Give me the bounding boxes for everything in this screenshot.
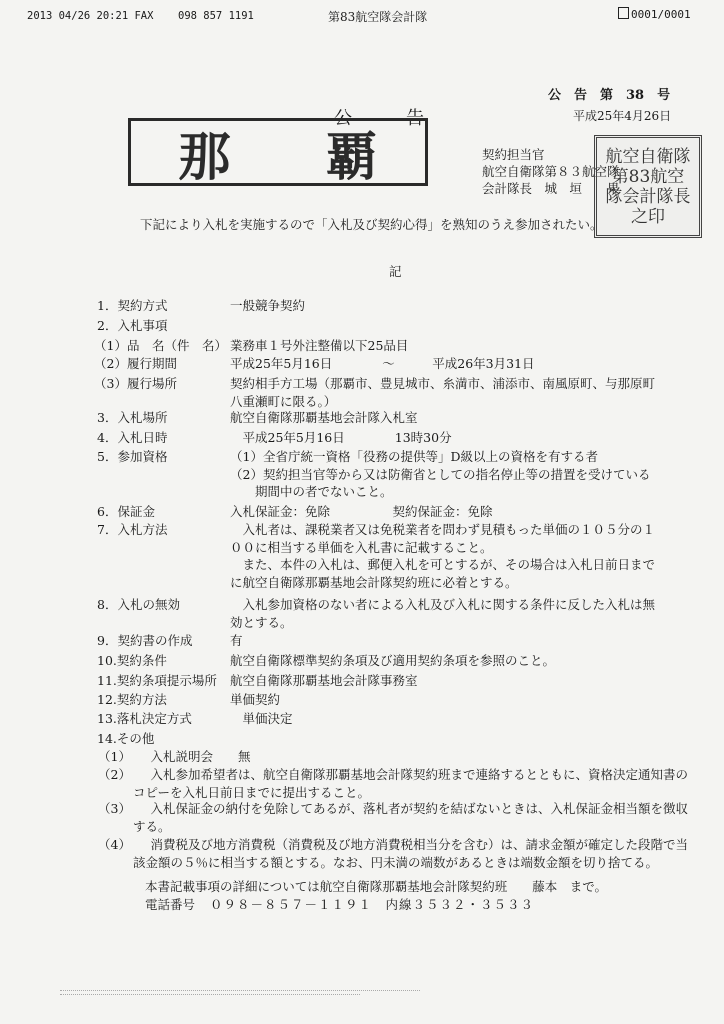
seal-line: 隊会計隊長 [605,186,691,207]
item-label: 14.その他 [97,731,155,746]
item-value: 航空自衛隊標準契約条項及び適用契約条項を参照のこと。 [230,653,556,668]
other-text: する。 [133,818,171,834]
item-value: また、本件の入札は、郵便入札を可とするが、その場合は入札日前日まで [230,557,656,572]
item-value: に航空自衛隊那覇基地会計隊契約班に必着とする。 [230,574,518,590]
item-label: 8．入札の無効 [97,597,180,612]
official-seal [594,135,702,238]
item-label: 9．契約書の作成 [97,633,193,648]
scan-line [60,994,360,995]
item-value: 平成25年5月16日 13時30分 [230,430,452,445]
notice-title: 公 告 [334,108,430,129]
item-value: 期間中の者でないこと。 [230,484,393,499]
officer-name: 会計隊長 城 垣 果 [482,181,620,196]
item-value: ００に相当する単価を入札書に記載すること。 [230,539,493,555]
other-text: 入札参加希望者は、航空自衛隊那覇基地会計隊契約班まで連絡するとともに、資格決定通知書の [138,767,689,782]
phone-number: ０９８－８５７－１１９１ 内線３５３２・３５３３ [210,897,535,912]
other-text: 消費税及び地方消費税（消費税及び地方消費税相当分を含む）は、請求金額が確定した段階で当 [138,837,689,852]
other-number: （4） [98,837,131,852]
item-value: 一般競争契約 [230,298,306,313]
fax-page-icon [618,7,629,19]
other-number: （3） [98,801,131,816]
item-label: 3．入札場所 [97,410,168,425]
item-value: 単価決定 [230,711,293,726]
item-value: （2）契約担当官等から又は防衛省としての指名停止等の措置を受けている [230,466,651,482]
other-text: コピーを入札日前日までに提出すること。 [133,784,371,800]
officer-title: 契約担当官 [482,147,545,162]
scan-line [60,990,420,991]
fax-page [618,7,691,21]
ki-heading: 記 [389,264,402,279]
item-label: 1．契約方式 [97,298,168,313]
other-text: 該金額の５％に相当する額とする。なお、円未満の端数があるときは端数金額を切り捨てる。 [133,854,659,870]
officer-org: 航空自衛隊第８３航空隊 [482,164,620,179]
other-number: （2） [98,767,131,782]
item-label: （3）履行場所 [94,376,177,391]
intro-text: 下記により入札を実施するので「入札及び契約心得」を熟知のうえ参加されたい。 [140,217,603,232]
item-value: 業務車１号外注整備以下25品目 [230,338,409,353]
other-text: 入札保証金の納付を免除してあるが、落札者が契約を結ばないときは、入札保証金相当額を徴収 [138,801,689,816]
fax-page-number: 0001/0001 [631,8,691,21]
other-number: （1） [98,749,131,764]
fax-datetime: 2013 04/26 20:21 FAX [27,10,154,22]
item-label: 10.契約条件 [97,653,167,668]
other-text: 入札説明会 無 [138,749,251,764]
item-value: 契約相手方工場（那覇市、豊見城市、糸満市、浦添市、南風原町、与那原町 [230,376,656,391]
item-value: 入札参加資格のない者による入札及び入札に関する条件に反した入札は無 [230,597,656,612]
item-label: 5．参加資格 [97,449,168,464]
item-value: 入札者は、課税業者又は免税業者を問わず見積もった単価の１０５分の１ [230,522,656,537]
stamp-char-2: 覇 [325,126,378,188]
item-label: 6．保証金 [97,504,155,519]
item-value: 八重瀬町に限る。） [230,393,337,409]
item-value: 効とする。 [230,614,293,630]
fax-number: 098 857 1191 [178,10,254,22]
item-label: 4．入札日時 [97,430,168,445]
item-label: （1）品 名（件 名） [94,338,227,353]
item-label: 7．入札方法 [97,522,168,537]
naha-stamp [128,118,428,186]
stamp-char-1: 那 [178,126,231,188]
item-label: 12.契約方法 [97,692,167,707]
contact-line: 本書記載事項の詳細については航空自衛隊那覇基地会計隊契約班 藤本 まで。 [145,879,608,894]
item-value: 入札保証金：免除 契約保証金：免除 [230,504,493,519]
item-value: 航空自衛隊那覇基地会計隊入札室 [230,410,418,425]
item-label: 11.契約条項提示場所 [97,673,217,688]
item-value: 有 [230,633,243,648]
item-label: （2）履行期間 [94,356,177,371]
item-label: 13.落札決定方式 [97,711,192,726]
fax-sender: 第83航空隊会計隊 [328,10,428,24]
item-value: 平成25年5月16日 ～ 平成26年3月31日 [230,356,535,371]
seal-line: 之印 [631,206,665,227]
phone-label: 電話番号 [145,897,196,912]
notice-date: 平成25年4月26日 [573,109,672,123]
seal-line: 第83航空 [611,166,685,187]
item-label: 2．入札事項 [97,318,168,333]
item-value: （1）全省庁統一資格「役務の提供等」D級以上の資格を有する者 [230,449,598,464]
seal-line: 航空自衛隊 [605,146,691,167]
item-value: 単価契約 [230,692,281,707]
notice-number: 公 告 第 38 号 [548,88,671,103]
item-value: 航空自衛隊那覇基地会計隊事務室 [230,673,418,688]
